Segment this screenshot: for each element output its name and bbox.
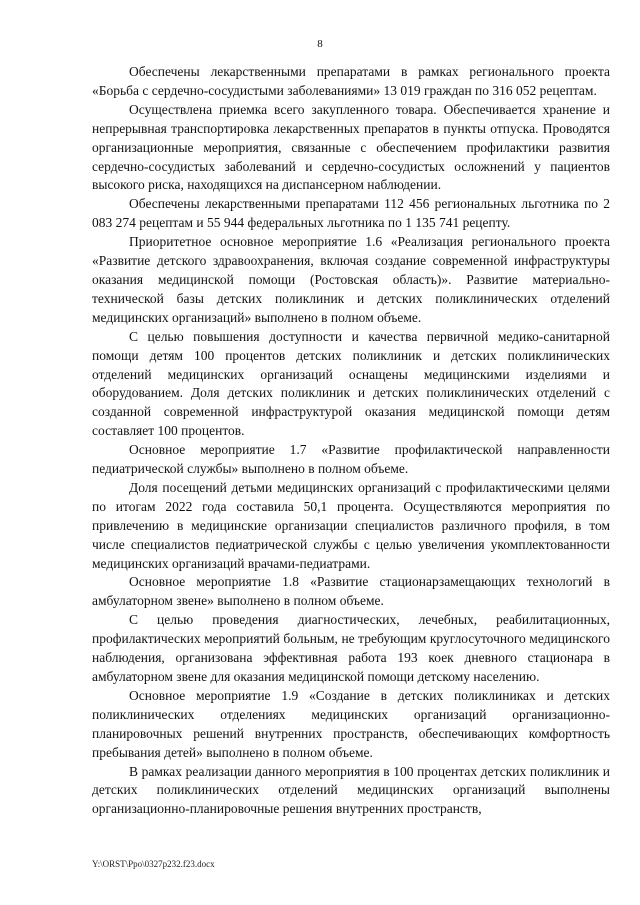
paragraph: Доля посещений детьми медицинских организаций с профилактическими целями по итогам 2022 года составила 50,1 процента. Осуществляются мероприятия по привлечению в медицинские организации специалистов различного профиля, в том числе специалистов педиатрической службы с целью увеличения укомплектованности медицинских организаций врачами-педиатрами. [92, 479, 610, 571]
paragraph: Осуществлена приемка всего закупленного товара. Обеспечивается хранение и непрерывная транспортировка лекарственных препаратов в пункты отпуска. Проводятся организационные мероприятия, связанные с обеспечением профилактики развития сердечно-сосудистых заболеваний и сердечно-сосудистых осложнений у пациентов высокого риска, находящихся на диспансерном наблюдении. [92, 101, 610, 193]
paragraph: Обеспечены лекарственными препаратами в рамках регионального проекта «Борьба с сердечно-сосудистыми заболеваниями» 13 019 граждан по 316 052 рецептам. [92, 64, 610, 98]
footer-file-path: Y:\ORST\Ppo\0327p232.f23.docx [92, 859, 215, 869]
page-number: 8 [317, 38, 323, 50]
paragraph: С целью проведения диагностических, лечебных, реабилитационных, профилактических мероприятий больным, не требующим круглосуточного медицинского наблюдения, организована эффективная работа 193 коек дневного стационара в амбулаторном звене для оказания медицинской помощи детскому населению. [92, 612, 610, 684]
paragraph: Основное мероприятие 1.8 «Развитие стационарзамещающих технологий в амбулаторном звене» выполнено в полном объеме. [92, 574, 610, 609]
paragraph: Основное мероприятие 1.9 «Создание в детских поликлиниках и детских поликлинических отделениях медицинских организаций организационно-планировочных решений внутренних пространств, обеспечивающих комфортность пребывания детей» выполнено в полном объеме. [92, 687, 610, 760]
paragraph: Приоритетное основное мероприятие 1.6 «Реализация регионального проекта «Развитие детского здравоохранения, включая создание современной инфраструктуры оказания медицинской помощи (Ростовская область)». Развитие материально-технической базы детских поликлиник и детских поликлинических отделений медицинских организаций» выполнено в полном объеме. [92, 234, 610, 325]
paragraph: Обеспечены лекарственными препаратами 112 456 региональных льготника по 2 083 274 рецептам и 55 944 федеральных льготника по 1 135 741 рецепту. [92, 196, 610, 231]
document-body [92, 63, 610, 819]
paragraph: Основное мероприятие 1.7 «Развитие профилактической направленности педиатрической службы» выполнено в полном объеме. [92, 442, 610, 477]
paragraph: С целью повышения доступности и качества первичной медико-санитарной помощи детям 100 процентов детских поликлиник и детских поликлинических отделений медицинских организаций оснащены медицинскими изделиями и оборудованием. Доля детских поликлиник и детских поликлинических отделений с созданной современной инфраструктурой оказания медицинской помощи детям составляет 100 процентов. [92, 328, 610, 439]
paragraph: В рамках реализации данного мероприятия в 100 процентах детских поликлиник и детских поликлинических отделений медицинских организаций выполнены организационно-планировочные решения внутренних пространств, [92, 763, 610, 817]
